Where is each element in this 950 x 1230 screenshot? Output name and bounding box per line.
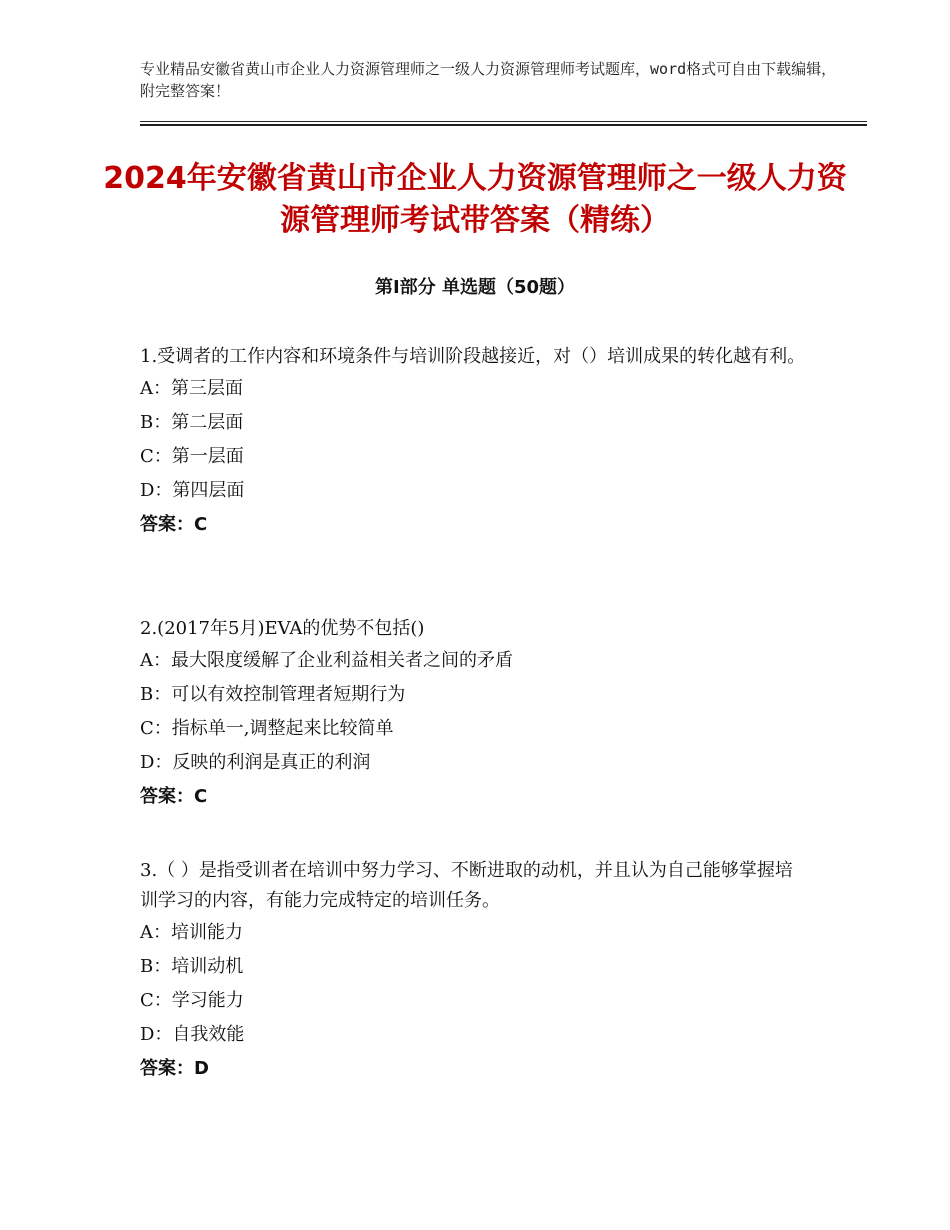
header-divider-top xyxy=(140,121,867,122)
option-d: D：自我效能 xyxy=(140,1024,245,1045)
option-b: B：第二层面 xyxy=(140,412,244,433)
document-title: 2024年安徽省黄山市企业人力资源管理师之一级人力资源管理师考试带答案（精练） xyxy=(103,161,847,238)
option-b: B：培训动机 xyxy=(140,956,244,977)
question-2 xyxy=(140,614,810,814)
option-a: A：最大限度缓解了企业利益相关者之间的矛盾 xyxy=(140,650,513,671)
answer: 答案：C xyxy=(140,514,208,535)
option-c: C：指标单一,调整起来比较简单 xyxy=(140,718,394,739)
option-c: C：第一层面 xyxy=(140,446,244,467)
question-stem: 3.（ ）是指受训者在培训中努力学习、不断进取的动机，并且认为自己能够掌握培训学习的内容，有能力完成特定的培训任务。 xyxy=(140,860,793,911)
section-title: 第Ⅰ部分 单选题（50题） xyxy=(374,277,575,298)
question-1 xyxy=(140,342,810,542)
header-note: 专业精品安徽省黄山市企业人力资源管理师之一级人力资源管理师考试题库，word格式可自由下载编辑，附完整答案！ xyxy=(140,60,837,100)
option-c: C：学习能力 xyxy=(140,990,244,1011)
question-stem: 2.(2017年5月)EVA的优势不包括() xyxy=(140,618,425,639)
option-a: A：培训能力 xyxy=(140,922,243,943)
option-d: D：第四层面 xyxy=(140,480,245,501)
answer: 答案：C xyxy=(140,786,208,807)
option-d: D：反映的利润是真正的利润 xyxy=(140,752,371,773)
answer: 答案：D xyxy=(140,1058,209,1079)
option-a: A：第三层面 xyxy=(140,378,243,399)
option-b: B：可以有效控制管理者短期行为 xyxy=(140,684,406,705)
question-stem: 1.受调者的工作内容和环境条件与培训阶段越接近，对（）培训成果的转化越有利。 xyxy=(140,346,806,367)
question-3 xyxy=(140,856,810,1086)
header-divider-bottom xyxy=(140,124,867,126)
